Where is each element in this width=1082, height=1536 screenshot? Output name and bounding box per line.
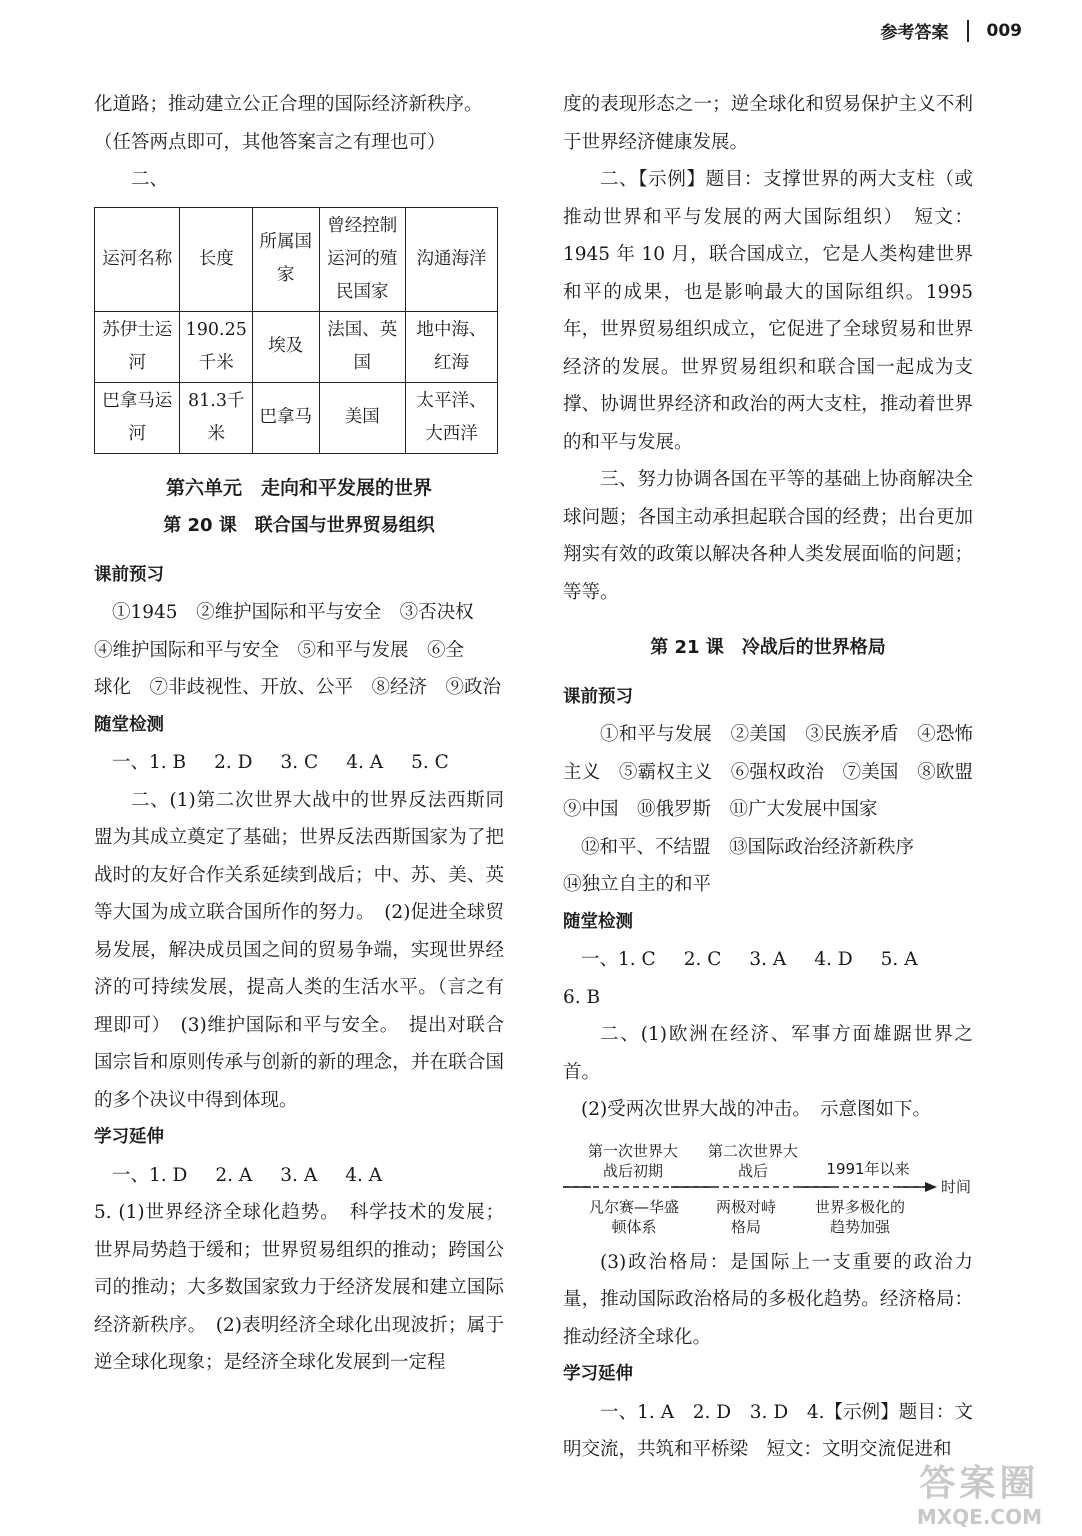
answer: 4. D xyxy=(814,949,853,970)
answer-row xyxy=(563,941,973,979)
watermark-text: 答案圈 xyxy=(919,1463,1040,1504)
right-column xyxy=(563,86,992,1469)
table-cell: 法国、英国 xyxy=(319,311,405,382)
table-cell: 地中海、红海 xyxy=(405,311,497,382)
answer: 2. C xyxy=(683,949,722,970)
test-line: 二、(1)欧洲在经济、军事方面雄踞世界之首。 xyxy=(563,1024,973,1083)
section-heading: 课前预习 xyxy=(563,686,633,707)
table-header: 运河名称 xyxy=(95,207,180,311)
timeline-axis-label: 时间 xyxy=(941,1177,972,1196)
answer: 2. D xyxy=(214,752,253,773)
table-row xyxy=(95,311,498,382)
table-cell: 巴拿马运河 xyxy=(95,382,180,453)
canal-table xyxy=(94,207,498,454)
table-cell: 苏伊士运河 xyxy=(95,311,180,382)
preview-line: ①1945 ②维护国际和平与安全 ③否决权 xyxy=(112,602,474,623)
table-header: 长度 xyxy=(180,207,253,311)
answer-row xyxy=(94,1157,504,1195)
left-p3: 二、 xyxy=(131,169,169,190)
right-p1: 度的表现形态之一；逆全球化和贸易保护主义不利于世界经济健康发展。 xyxy=(563,94,973,153)
table-cell: 190.25千米 xyxy=(180,311,253,382)
table-cell: 太平洋、大西洋 xyxy=(405,382,497,453)
answer: 3. A xyxy=(280,1164,318,1186)
right-p2: 二、【示例】题目：支撑世界的两大支柱（或推动世界和平与发展的两大国际组织） 短文：1945 年 10 月，联合国成立，它是人类构建世界和平的成果，也是影响最大的国际组织。1995 年，世界贸易组织成立，它促进了全球贸易和世界经济的发展。世界贸易组织和联合国一起成为支撑、协调世界经济和政治的两大支柱，推动着世界的和平与发展。 xyxy=(563,169,973,453)
unit-title: 第六单元 走向和平发展的世界 xyxy=(165,476,432,499)
preview-line: ④维护国际和平与安全 ⑤和平与发展 ⑥全 xyxy=(94,639,465,661)
table-cell: 巴拿马 xyxy=(253,382,320,453)
section-heading: 学习延伸 xyxy=(94,1127,164,1147)
watermark-url: MXQE.COM xyxy=(916,1505,1042,1529)
timeline-bottom-label: 两极对峙格局 xyxy=(715,1197,776,1236)
timeline-diagram xyxy=(563,1135,973,1240)
section-heading: 随堂检测 xyxy=(94,714,164,735)
table-header-row xyxy=(95,207,498,311)
answer: 4. A xyxy=(345,1164,383,1186)
left-p2: （任答两点即可，其他答案言之有理也可） xyxy=(94,131,446,153)
answer: 5. A xyxy=(880,949,918,970)
answer: 一、1. B xyxy=(112,752,187,773)
answer: 一、1. D xyxy=(112,1164,188,1186)
answer: 3. C xyxy=(280,752,319,773)
section-heading: 课前预习 xyxy=(94,564,164,585)
answer: 3. A xyxy=(749,949,787,970)
preview-line: ⑭独立自主的和平 xyxy=(563,874,712,895)
right-p3: 三、努力协调各国在平等的基础上协商解决全球问题；各国主动承担起联合国的经费；出台更加翔实有效的政策以解决各种人类发展面临的问题；等等。 xyxy=(563,469,973,603)
answer: 5. C xyxy=(411,752,449,773)
header-separator xyxy=(967,20,969,42)
table-cell: 81.3千米 xyxy=(180,382,253,453)
left-p1: 化道路；推动建立公正合理的国际经济新秩序。 xyxy=(94,94,483,115)
page-header xyxy=(881,18,1023,43)
table-cell: 埃及 xyxy=(253,311,320,382)
lesson-title-20: 第 20 课 联合国与世界贸易组织 xyxy=(163,515,435,536)
preview-line: 球化 ⑦非歧视性、开放、公平 ⑧经济 ⑨政治 xyxy=(94,677,502,698)
ext-paragraph: 5. (1)世界经济全球化趋势。 科学技术的发展；世界局势趋于缓和；世界贸易组织的推动；跨国公司的推动；大多数国家致力于经济发展和建立国际经济新秩序。 (2)表明经济全球化出现波折；属于逆全球化现象；是经济全球化发展到一定程 xyxy=(94,1202,504,1373)
test-line: (2)受两次世界大战的冲击。 示意图如下。 xyxy=(581,1099,931,1120)
lesson-title-21: 第 21 课 冷战后的世界格局 xyxy=(650,637,886,658)
left-column xyxy=(94,86,504,1382)
test-paragraph: (3)政治格局：是国际上一支重要的政治力量，推动国际政治格局的多极化趋势。经济格局：推动经济全球化。 xyxy=(563,1251,973,1348)
answer: 4. A xyxy=(346,752,384,773)
table-header: 曾经控制运河的殖民国家 xyxy=(319,207,405,311)
table-header: 所属国家 xyxy=(253,207,320,311)
table-header: 沟通海洋 xyxy=(405,207,497,311)
timeline-top-label: 第二次世界大战后 xyxy=(707,1141,798,1180)
table-cell: 美国 xyxy=(319,382,405,453)
section-heading: 学习延伸 xyxy=(563,1364,633,1384)
timeline-bottom-label: 世界多极化的趋势加强 xyxy=(814,1197,905,1236)
answer: 2. A xyxy=(215,1164,253,1186)
section-heading: 随堂检测 xyxy=(563,911,633,932)
watermark-logo xyxy=(917,1464,1042,1530)
timeline-top-label: 第一次世界大战后初期 xyxy=(587,1141,678,1180)
timeline-top-label: 1991年以来 xyxy=(826,1159,910,1178)
page-number: 009 xyxy=(986,20,1022,41)
answer-row xyxy=(94,744,504,782)
ext-paragraph: 一、1. A 2. D 3. D 4.【示例】题目：文明交流，共筑和平桥梁 短文：文明交流促进和 xyxy=(563,1401,973,1460)
header-title: 参考答案 xyxy=(880,23,949,43)
answer: 一、1. C xyxy=(581,949,656,970)
answer-row: 6. B xyxy=(563,986,601,1008)
test-paragraph: 二、(1)第二次世界大战中的世界反法西斯同盟为其成立奠定了基础；世界反法西斯国家为了把战时的友好合作关系延续到战后；中、苏、美、英等大国为成立联合国所作的努力。 (2)促进全球贸易发展，解决成员国之间的贸易争端，实现世界经济的可持续发展，提高人类的生活水平。（言之有理即可） (3)维护国际和平与安全。 提出对联合国宗旨和原则传承与创新的新的理念，并在联合国的多个决议中得到体现。 xyxy=(94,789,504,1111)
preview-paragraph: ①和平与发展 ②美国 ③民族矛盾 ④恐怖主义 ⑤霸权主义 ⑥强权政治 ⑦美国 ⑧欧盟 ⑨中国 ⑩俄罗斯 ⑪广大发展中国家 xyxy=(563,724,992,820)
table-row xyxy=(95,382,498,453)
preview-line: ⑫和平、不结盟 ⑬国际政治经济新秩序 xyxy=(581,836,915,858)
timeline-bottom-label: 凡尔赛—华盛顿体系 xyxy=(588,1197,679,1236)
